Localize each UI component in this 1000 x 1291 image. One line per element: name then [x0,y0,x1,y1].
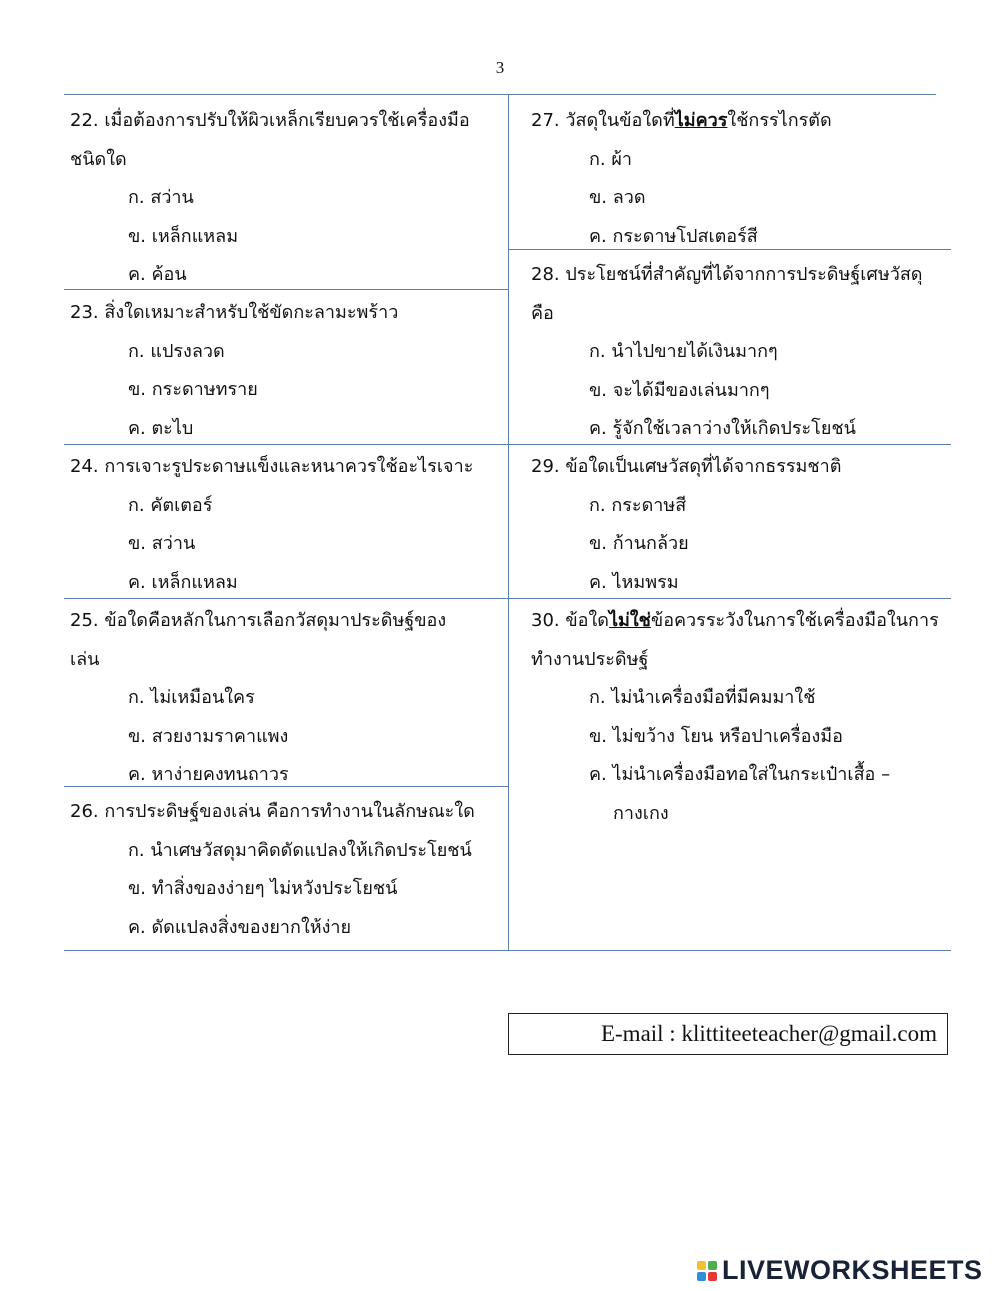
question-29-option-c: ค. ไหมพรม [589,571,679,593]
question-29-option-b: ข. ก้านกล้วย [589,533,689,554]
question-30-option-a: ก. ไม่นำเครื่องมือที่มีคมมาใช้ [589,687,816,708]
question-26 [70,793,475,947]
question-24 [70,448,473,602]
question-28-option-c: ค. รู้จักใช้เวลาว่างให้เกิดประโยชน์ [589,418,856,439]
question-27-suffix: ใช้กรรไกรตัด [727,110,832,131]
liveworksheets-logo-text: LIVEWORKSHEETS [722,1255,983,1285]
question-29 [531,448,841,602]
question-28-line-2: คือ [531,302,554,324]
question-22-line-1: 22. เมื่อต้องการปรับให้ผิวเหล็กเรียบควรใช้เครื่องมือ [70,110,470,131]
question-27 [531,102,832,256]
question-28 [531,256,923,449]
liveworksheets-logo-icon [697,1261,717,1281]
question-30-line-2: ทำงานประดิษฐ์ [531,648,649,670]
question-26-option-b: ข. ทำสิ่งของง่ายๆ ไม่หวังประโยชน์ [128,878,398,899]
bottom-rule [64,950,951,951]
question-22-option-a: ก. สว่าน [128,187,194,208]
question-23 [70,294,398,448]
email-box [508,1013,948,1055]
question-29-line-1: 29. ข้อใดเป็นเศษวัสดุที่ได้จากธรรมชาติ [531,456,842,477]
question-30-prefix: 30. ข้อใด [531,610,609,631]
question-28-option-b: ข. จะได้มีของเล่นมากๆ [589,379,770,401]
question-27-option-b: ข. ลวด [589,187,646,208]
question-24-option-c: ค. เหล็กแหลม [128,571,238,593]
question-25 [70,602,446,795]
email-text: E-mail : klittiteeteacher@gmail.com [600,1021,937,1046]
question-27-option-c: ค. กระดาษโปสเตอร์สี [589,225,758,247]
question-24-option-a: ก. คัตเตอร์ [128,494,213,516]
question-22-option-c: ค. ค้อน [128,264,187,285]
question-27-emphasis: ไม่ควร [674,110,728,131]
question-26-option-a: ก. นำเศษวัสดุมาคิดดัดแปลงให้เกิดประโยชน์ [128,839,472,861]
question-27-prefix: 27. วัสดุในข้อใดที่ [531,110,675,131]
question-30-suffix: ข้อควรระวังในการใช้เครื่องมือในการ [650,610,939,631]
question-26-option-c: ค. ดัดแปลงสิ่งของยากให้ง่าย [128,916,352,938]
question-29-option-a: ก. กระดาษสี [589,494,687,516]
logo-square-4 [708,1272,717,1281]
question-30-option-b: ข. ไม่ขว้าง โยน หรือปาเครื่องมือ [589,725,843,747]
question-25-option-c: ค. หาง่ายคงทนถาวร [128,764,289,785]
question-23-option-a: ก. แปรงลวด [128,340,225,362]
logo-square-3 [697,1272,706,1281]
page-number: 3 [495,58,505,77]
question-23-option-c: ค. ตะไบ [128,417,194,439]
question-28-option-a: ก. นำไปขายได้เงินมากๆ [589,341,778,362]
question-22 [70,102,470,295]
top-rule [64,94,936,95]
logo-square-2 [708,1261,717,1270]
question-30-emphasis: ไม่ใช่ [608,610,651,631]
column-divider [508,94,509,950]
question-28-line-1: 28. ประโยชน์ที่สำคัญที่ได้จากการประดิษฐ์เศษวัสดุ [531,264,923,285]
liveworksheets-logo[interactable] [697,1255,983,1286]
question-22-option-b: ข. เหล็กแหลม [128,225,239,247]
question-30-option-c: ค. ไม่นำเครื่องมือทอใส่ในกระเป๋าเสื้อ – [589,764,891,785]
question-27-option-a: ก. ผ้า [589,148,632,170]
question-22-line-2: ชนิดใด [70,148,127,170]
question-24-option-b: ข. สว่าน [128,533,196,554]
question-23-line-1: 23. สิ่งใดเหมาะสำหรับใช้ขัดกะลามะพร้าว [70,302,399,323]
question-23-option-b: ข. กระดาษทราย [128,379,258,400]
question-25-line-2: เล่น [70,648,100,670]
logo-square-1 [697,1261,706,1270]
question-25-option-a: ก. ไม่เหมือนใคร [128,687,255,708]
question-30-option-c-continuation: กางเกง [613,802,669,824]
question-26-line-1: 26. การประดิษฐ์ของเล่น คือการทำงานในลักษณะใด [70,801,475,822]
question-24-line-1: 24. การเจาะรูประดาษแข็งและหนาควรใช้อะไรเจาะ [70,456,474,477]
question-27-line-1 [531,102,832,141]
question-30-line-1 [531,602,939,641]
question-25-line-1: 25. ข้อใดคือหลักในการเลือกวัสดุมาประดิษฐ์ของ [70,610,447,631]
question-25-option-b: ข. สวยงามราคาแพง [128,725,289,747]
question-30 [531,602,939,833]
